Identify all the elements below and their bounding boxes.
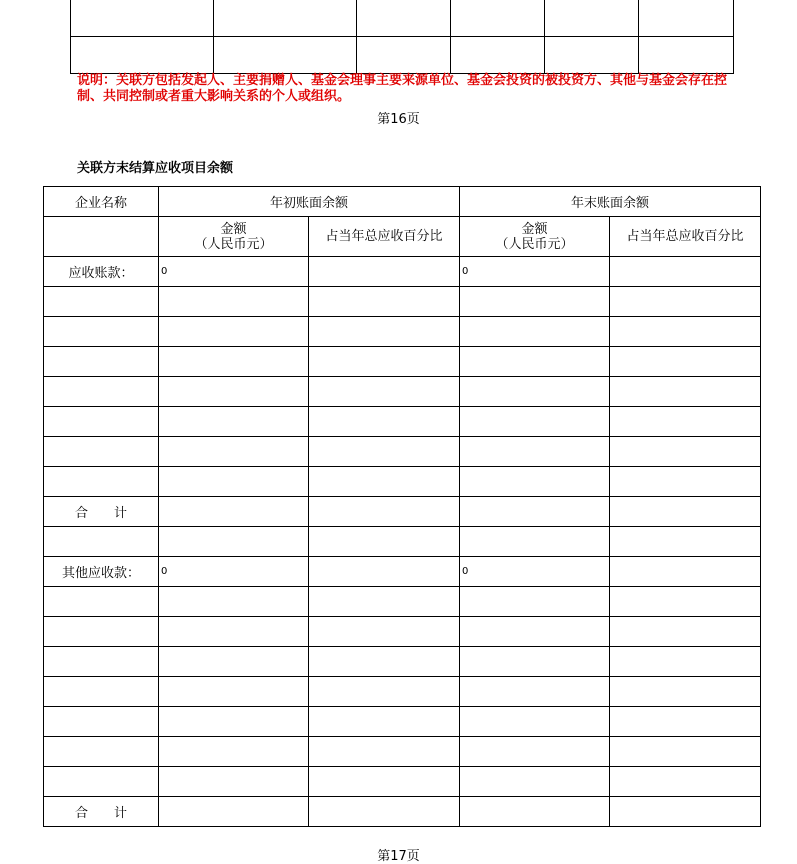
receivables-opening-amount: 0 bbox=[159, 257, 309, 287]
previous-table bbox=[70, 0, 734, 74]
table-row bbox=[44, 257, 761, 287]
table-row bbox=[71, 0, 734, 37]
other-receivables-total-label: 合 计 bbox=[44, 797, 159, 827]
table-row bbox=[44, 677, 761, 707]
header-closing-percent: 占当年总应收百分比 bbox=[610, 217, 761, 257]
header-opening: 年初账面余额 bbox=[159, 187, 460, 217]
section-title: 关联方末结算应收项目余额 bbox=[77, 161, 234, 176]
page-number-prev: 第16页 bbox=[377, 112, 420, 127]
table-row bbox=[44, 377, 761, 407]
header-closing-amount: 金额 （人民币元） bbox=[460, 217, 610, 257]
table-row bbox=[44, 317, 761, 347]
table-row bbox=[44, 737, 761, 767]
receivables-total-label: 合 计 bbox=[44, 497, 159, 527]
header-company: 企业名称 bbox=[44, 187, 159, 217]
table-row bbox=[44, 497, 761, 527]
header-opening-amount: 金额 （人民币元） bbox=[159, 217, 309, 257]
other-receivables-closing-amount: 0 bbox=[460, 557, 610, 587]
header-row bbox=[44, 187, 761, 217]
table-row bbox=[44, 287, 761, 317]
table-row bbox=[44, 797, 761, 827]
table-row bbox=[71, 37, 734, 74]
table-row bbox=[44, 527, 761, 557]
other-receivables-label: 其他应收款： bbox=[44, 557, 159, 587]
header-opening-percent: 占当年总应收百分比 bbox=[309, 217, 460, 257]
other-receivables-opening-amount: 0 bbox=[159, 557, 309, 587]
table-row bbox=[44, 647, 761, 677]
table-row bbox=[44, 587, 761, 617]
table-row bbox=[44, 617, 761, 647]
subheader-row bbox=[44, 217, 761, 257]
table-row bbox=[44, 557, 761, 587]
table-row bbox=[44, 467, 761, 497]
table-row bbox=[44, 767, 761, 797]
table-row bbox=[44, 347, 761, 377]
table-row bbox=[44, 707, 761, 737]
header-closing: 年末账面余额 bbox=[460, 187, 761, 217]
table-row bbox=[44, 407, 761, 437]
receivables-balance-table bbox=[43, 186, 761, 827]
related-party-note: 说明：关联方包括发起人、主要捐赠人、基金会理事主要来源单位、基金会投资的被投资方、其他与基金会存在控制、共同控制或者重大影响关系的个人或组织。 bbox=[77, 73, 728, 104]
receivables-label: 应收账款： bbox=[44, 257, 159, 287]
receivables-closing-amount: 0 bbox=[460, 257, 610, 287]
table-row bbox=[44, 437, 761, 467]
page-number-current: 第17页 bbox=[377, 849, 420, 864]
